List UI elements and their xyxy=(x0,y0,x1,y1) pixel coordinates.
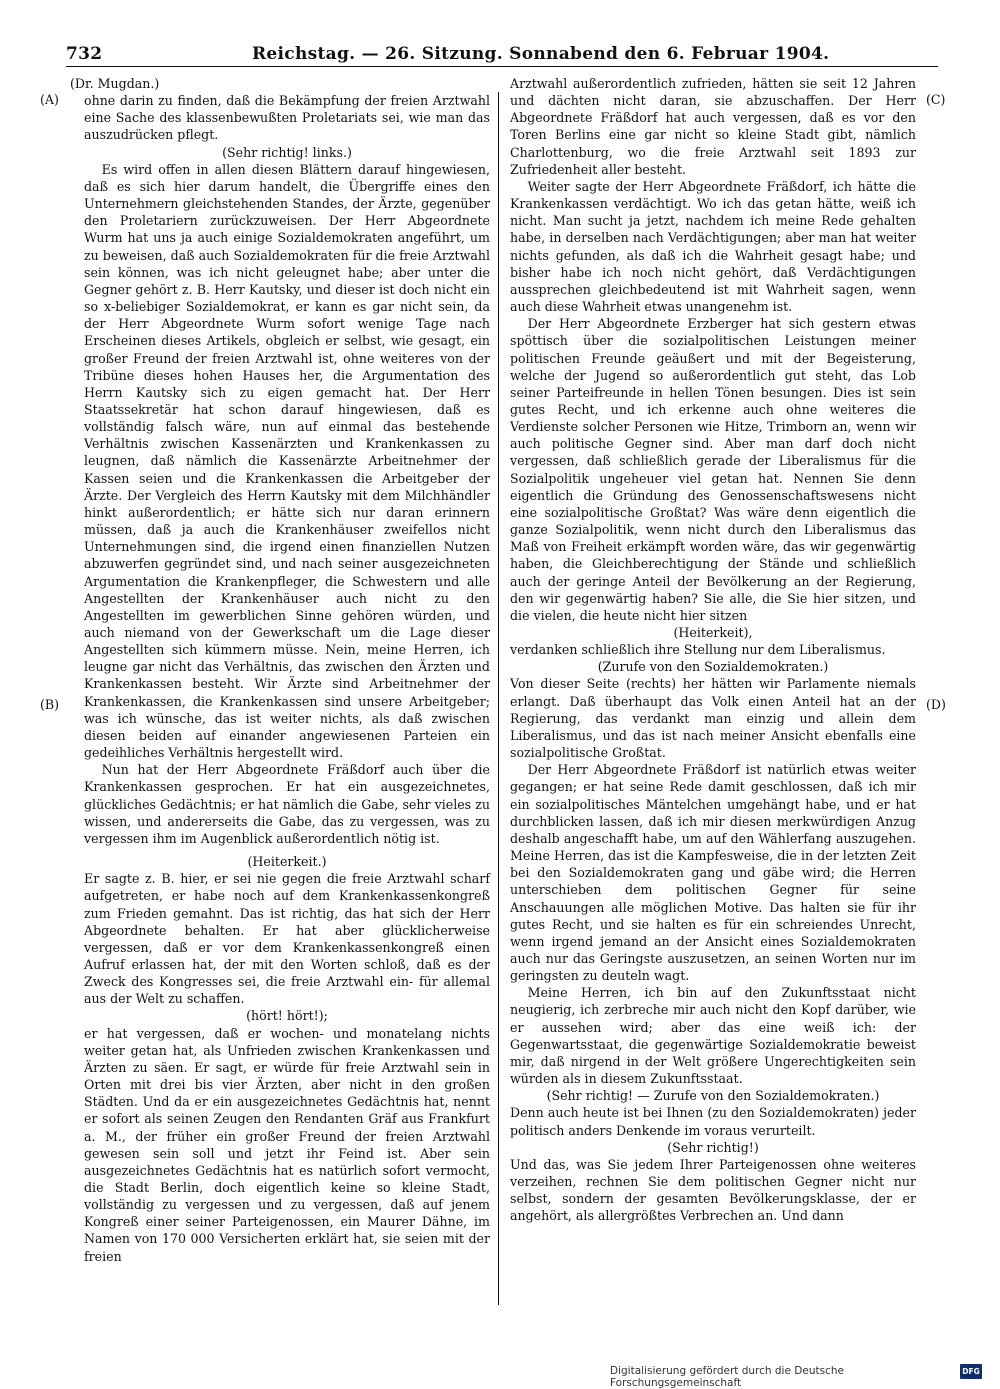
dfg-logo-icon: DFG xyxy=(960,1364,982,1379)
paragraph: Denn auch heute ist bei Ihnen (zu den Sozialdemokraten) jeder politisch anders Denkende im voraus verurteilt. xyxy=(510,1105,916,1138)
right-column xyxy=(510,75,916,1224)
paragraph: Weiter sagte der Herr Abgeordnete Fräßdorf, ich hätte die Krankenkassen verdächtigt. Wo ich das getan hätte, weiß ich nicht. Man sucht ja jetzt, nachdem ich meine Rede gehalten habe, in derselben nach Verdächtigungen; aber man hat weiter nichts gefunden, als daß ich die Wahrheit gesagt habe; und bisher habe ich noch nicht gehört, daß Verdächtigungen aussprechen gleichbedeutend ist mit Wahrheit sagen, wenn auch diese Wahrheit etwas unangenehm ist. xyxy=(510,178,916,315)
interjection: (Zurufe von den Sozialdemokraten.) xyxy=(597,659,829,675)
left-column xyxy=(70,75,490,1265)
speaker-label: (Dr. Mugdan.) xyxy=(70,76,160,91)
interjection: (Heiterkeit), xyxy=(673,625,753,640)
interjection: (Heiterkeit.) xyxy=(247,854,327,870)
paragraph: Von dieser Seite (rechts) her hätten wir Parlamente niemals erlangt. Daß überhaupt das Volk einen Anteil hat an der Regierung, das verdankt man einzig und allein dem Liberalismus, und das ist nach meiner Ansicht ebenfalls eine sozialpolitische Großtat. xyxy=(510,676,916,761)
interjection: (Sehr richtig! — Zurufe von den Sozialdemokraten.) xyxy=(546,1088,880,1104)
paragraph: Der Herr Abgeordnete Fräßdorf ist natürlich etwas weiter gegangen; er hat seine Rede damit geschlossen, daß ich mir ein sozialpolitisches Mäntelchen umgehängt habe, und er hat durchblicken lassen, daß ich mir diesen merkwürdigen Anzug deshalb angeschafft habe, um auf den Wählerfang auszugehen. Meine Herren, das ist die Kampfesweise, die in der letzten Zeit bei den Sozialdemokraten gang und gäbe wird; die Herren unterschieben dem politischen Gegner für seine Anschauungen alle möglichen Motive. Das halten sie für ihr gutes Recht, und sie halten es für ein schreiendes Unrecht, wenn irgend jemand an der Ansicht eines Sozialdemokraten auch nur das Geringste auszusetzen, an seinen Worten nur im geringsten zu deuteln wagt. xyxy=(510,762,916,984)
paragraph: ohne darin zu finden, daß die Bekämpfung der freien Arztwahl eine Sache des klassenbewußten Proletariats sei, wie man das auszudrücken pflegt. xyxy=(84,93,490,143)
interjection: (Sehr richtig! links.) xyxy=(222,144,352,160)
page-number: 732 xyxy=(66,44,103,64)
paragraph: Arztwahl außerordentlich zufrieden, hätten sie seit 12 Jahren und dächten nicht daran, sie abzuschaffen. Der Herr Abgeordnete Fräßdorf hat auch vergessen, daß es vor den Toren Berlins eine gar nicht so kleine Stadt gibt, nämlich Charlottenburg, wo die freie Arztwahl seit 1893 zur Zufriedenheit aller besteht. xyxy=(510,76,916,177)
footer-credit: Digitalisierung gefördert durch die Deutsche Forschungsgemeinschaft xyxy=(610,1365,844,1389)
footer xyxy=(610,1364,980,1389)
paragraph: verdanken schließlich ihre Stellung nur dem Liberalismus. xyxy=(510,642,886,658)
margin-mark-d: (D) xyxy=(926,697,946,712)
interjection: (hört! hört!); xyxy=(246,1008,328,1024)
paragraph: Nun hat der Herr Abgeordnete Fräßdorf auch über die Krankenkassen gesprochen. Er hat ein ausgezeichnetes, glückliches Gedächtnis; er hat nämlich die Gabe, sehr vieles zu wissen, und andererseits die Gabe, das zu vergessen, was zu vergessen ihm im Augenblick außerordentlich nötig ist. xyxy=(84,762,490,846)
margin-mark-b: (B) xyxy=(40,697,60,712)
interjection: (Sehr richtig!) xyxy=(667,1139,759,1155)
paragraph: Und das, was Sie jedem Ihrer Parteigenossen ohne weiteres verzeihen, rechnen Sie dem politischen Gegner nicht nur selbst, sondern der gesamten Bevölkerungsklasse, der er angehört, als allergrößtes Verbrechen an. Und dann xyxy=(510,1156,916,1224)
column-divider xyxy=(498,92,499,1305)
paragraph: Er sagte z. B. hier, er sei nie gegen die freie Arztwahl scharf aufgetreten, er habe noch auf dem Krankenkassenkongreß zum Frieden gemahnt. Das ist richtig, das hat sich der Herr Abgeordnete behalten. Er hat aber glücklicherweise vergessen, daß er vor dem Krankenkassenkongreß einen Aufruf erlassen hat, der mit den Worten schloß, daß es der Zweck des Kongresses sei, die freie Arztwahl ein- für allemal aus der Welt zu schaffen. xyxy=(84,871,490,1007)
paragraph: Der Herr Abgeordnete Erzberger hat sich gestern etwas spöttisch über die sozialpolitischen Leistungen meiner politischen Freunde geäußert und mit der Begeisterung, welche der Jugend so außerordentlich gut steht, das Lob seiner Parteifreunde in hellen Tönen besungen. Dies ist sein gutes Recht, und ich erkenne auch ohne weiteres die Verdienste solcher Personen wie Hitze, Trimborn an, wenn wir auch politische Gegner sind. Aber man darf doch nicht vergessen, daß schließlich gerade der Liberalismus für die Sozialpolitik ungeheuer viel getan hat. Nennen Sie denn eigentlich die Gründung des Genossenschaftswesens nicht eine sozialpolitische Großtat? Was wäre denn eigentlich die ganze Sozialpolitik, wenn nicht durch den Liberalismus das Maß von Freiheit erkämpft worden wäre, das wir gegenwärtig haben, die Gleichberechtigung der Stände und schließlich auch der geringe Anteil der Bevölkerung an der Regierung, den wir gegenwärtig haben? Sie alle, die Sie hier sitzen, und die vielen, die heute nicht hier sitzen xyxy=(510,316,916,623)
header-rule xyxy=(66,66,938,67)
running-title: Reichstag. — 26. Sitzung. Sonnabend den 6. Februar 1904. xyxy=(252,44,830,64)
paragraph: Es wird offen in allen diesen Blättern darauf hingewiesen, daß es sich hier darum handelt, die Übergriffe eines den Unternehmern gleichstehenden Standes, der Ärzte, gegenüber den Proletariern zurückzuweisen. Der Herr Abgeordnete Wurm hat uns ja auch einige Sozialdemokraten angeführt, um zu beweisen, daß auch Sozialdemokraten für die freie Arztwahl sein können, was ich nicht geleugnet habe; aber unter die Gegner gehört z. B. Herr Kautsky, und dieser ist doch nicht ein so x-beliebiger Sozialdemokrat, er kann es gar nicht sein, da der Herr Abgeordnete Wurm sofort wenige Tage nach Erscheinen dieses Artikels, obgleich er selbst, wie gesagt, ein großer Freund der freien Arztwahl ist, ohne weiteres von der Tribüne dieses hohen Hauses her, die Argumentation des Herrn Kautsky sich zu eigen gemacht hat. Der Herr Staatssekretär hat schon darauf hingewiesen, daß es vollständig falsch wäre, nun auf einmal das bestehende Verhältnis zwischen Kassenärzten und Krankenkassen zu leugnen, daß nämlich die Kassenärzte Arbeitnehmer der Kassen seien und die Krankenkassen die Arbeitgeber der Ärzte. Der Vergleich des Herrn Kautsky mit dem Milchhändler hinkt außerordentlich; er hätte sich nur daran erinnern müssen, daß ja auch die Krankenhäuser zweifellos nicht Unternehmungen sind, die irgend einen finanziellen Nutzen abzuwerfen gegründet sind, und nach seiner ausgezeichneten Argumentation die Krankenpfleger, die Schwestern und alle Angestellten der Krankenhäuser auch nicht zu den Angestellten im gewerblichen Sinne gehören würden, und auch niemand von der Gewerkschaft um die Lage dieser Angestellten sich kümmern müsse. Nein, meine Herren, ich leugne gar nicht das Verhältnis, das zwischen den Ärzten und Krankenkassen besteht. Wir Ärzte sind Arbeitnehmer der Krankenkassen, die Krankenkassen sind unsere Arbeitgeber; was ich wünsche, das ist weiter nichts, als daß zwischen diesen beiden auf einander angewiesenen Parteien ein gedeihliches Verhältnis hergestellt wird. xyxy=(84,161,490,761)
margin-mark-c: (C) xyxy=(926,92,946,107)
margin-mark-a: (A) xyxy=(40,92,59,107)
paragraph: er hat vergessen, daß er wochen- und monatelang nichts weiter getan hat, als Unfrieden zwischen Krankenkassen und Ärzten zu säen. Er sagt, er würde für freie Arztwahl sein in Orten mit drei bis vier Ärzten, aber nicht in den großen Städten. Und da er ein ausgezeichnetes Gedächtnis hat, nennt er sofort als seinen Zeugen den Rendanten Gräf aus Frankfurt a. M., der früher ein großer Freund der freien Arztwahl gewesen sein soll und jetzt ihr Feind ist. Aber sein ausgezeichnetes Gedächtnis hat es natürlich sofort vermocht, die Stadt Berlin, doch eigentlich keine so kleine Stadt, vollständig zu vergessen und zu vergessen, daß auf jenem Kongreß einer seiner Parteigenossen, ein Maurer Dähne, im Namen von 170 000 Versicherten erklärt hat, sie seien mit der freien xyxy=(84,1025,490,1264)
paragraph: Meine Herren, ich bin auf den Zukunftsstaat nicht neugierig, ich zerbreche mir auch nicht den Kopf darüber, wie er aussehen wird; aber das eine weiß ich: der Gegenwartsstaat, die gegenwärtige Sozialdemokratie beweist mir, daß nirgend in der Welt größere Ungerechtigkeiten sein würden als in diesem Zukunftsstaat. xyxy=(510,985,916,1087)
